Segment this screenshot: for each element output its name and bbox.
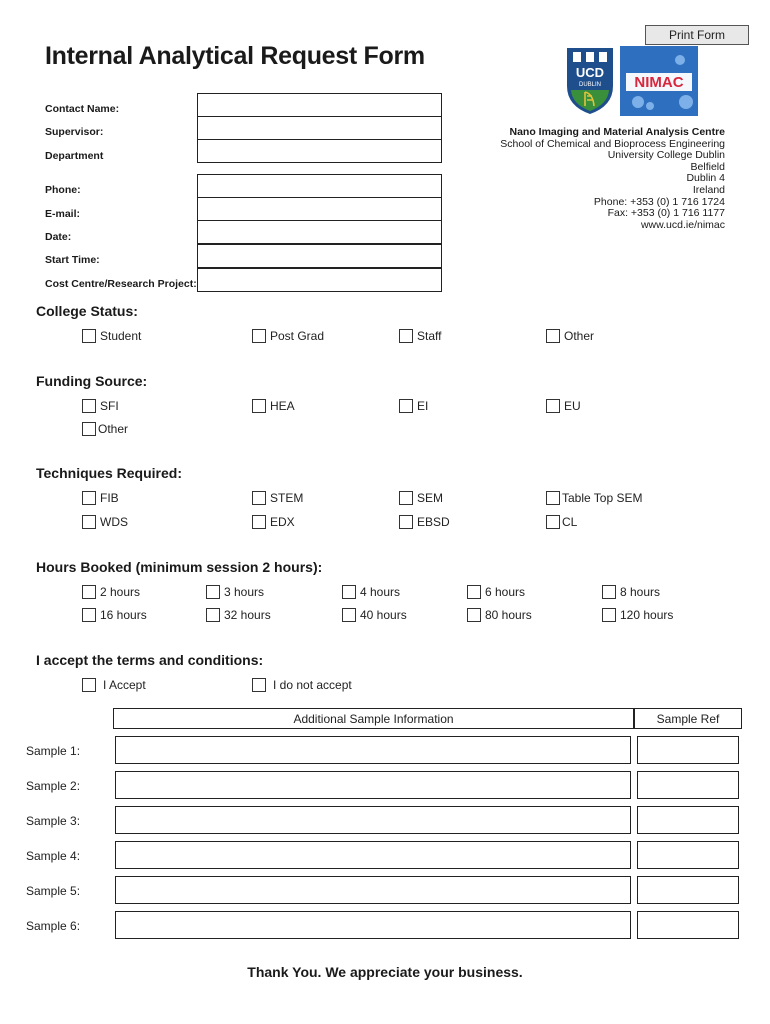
technique-ebsd-checkbox[interactable]: EBSD (399, 515, 450, 529)
decline-terms-checkbox[interactable]: I do not accept (252, 678, 352, 692)
start-time-input[interactable] (197, 244, 442, 268)
hours-4-checkbox[interactable]: 4 hours (342, 585, 400, 599)
sample-4-label: Sample 4: (26, 849, 81, 863)
sample-1-ref-input[interactable] (637, 736, 739, 764)
hours-2-checkbox[interactable]: 2 hours (82, 585, 140, 599)
email-label: E-mail: (45, 208, 81, 220)
technique-fib-checkbox[interactable]: FIB (82, 491, 119, 505)
sample-6-ref-input[interactable] (637, 911, 739, 939)
technique-edx-checkbox[interactable]: EDX (252, 515, 295, 529)
sample-2-ref-input[interactable] (637, 771, 739, 799)
sample-ref-header: Sample Ref (634, 708, 742, 729)
funding-ei-checkbox[interactable]: EI (399, 399, 428, 413)
terms-heading: I accept the terms and conditions: (36, 652, 264, 668)
college-student-checkbox[interactable]: Student (82, 329, 141, 343)
address-line: Dublin 4 (686, 172, 725, 185)
hours-8-checkbox[interactable]: 8 hours (602, 585, 660, 599)
accept-terms-checkbox[interactable]: I Accept (82, 678, 146, 692)
hours-6-checkbox[interactable]: 6 hours (467, 585, 525, 599)
technique-stem-checkbox[interactable]: STEM (252, 491, 303, 505)
centre-address (500, 127, 725, 231)
sample-6-info-input[interactable] (115, 911, 631, 939)
technique-wds-checkbox[interactable]: WDS (82, 515, 128, 529)
hours-16-checkbox[interactable]: 16 hours (82, 608, 147, 622)
address-line: Belfield (690, 160, 725, 173)
hours-3-checkbox[interactable]: 3 hours (206, 585, 264, 599)
address-line: School of Chemical and Bioprocess Engineering (500, 137, 725, 150)
address-line: Nano Imaging and Material Analysis Centre (509, 126, 725, 138)
supervisor-input[interactable] (197, 116, 442, 140)
print-form-button[interactable]: Print Form (645, 25, 749, 45)
cost-centre-label: Cost Centre/Research Project: (45, 278, 197, 290)
email-input[interactable] (197, 197, 442, 221)
technique-cl-checkbox[interactable]: CL (546, 515, 577, 529)
sample-4-ref-input[interactable] (637, 841, 739, 869)
hours-32-checkbox[interactable]: 32 hours (206, 608, 271, 622)
sample-5-info-input[interactable] (115, 876, 631, 904)
phone-label: Phone: (45, 184, 81, 196)
nimac-logo-text: NIMAC (634, 74, 684, 91)
hours-120-checkbox[interactable]: 120 hours (602, 608, 673, 622)
address-fax: Fax: +353 (0) 1 716 1177 (607, 207, 725, 220)
sample-3-info-input[interactable] (115, 806, 631, 834)
contact-name-label: Contact Name: (45, 103, 120, 115)
sample-1-label: Sample 1: (26, 744, 81, 758)
college-staff-checkbox[interactable]: Staff (399, 329, 441, 343)
contact-name-input[interactable] (197, 93, 442, 117)
funding-hea-checkbox[interactable]: HEA (252, 399, 295, 413)
sample-1-info-input[interactable] (115, 736, 631, 764)
start-time-label: Start Time: (45, 254, 100, 266)
funding-other-checkbox[interactable]: Other (82, 422, 128, 436)
sample-2-info-input[interactable] (115, 771, 631, 799)
hours-booked-heading: Hours Booked (minimum session 2 hours): (36, 559, 323, 575)
techniques-heading: Techniques Required: (36, 465, 182, 481)
sample-5-label: Sample 5: (26, 884, 81, 898)
nimac-logo (620, 46, 698, 116)
supervisor-label: Supervisor: (45, 126, 104, 138)
address-line: Ireland (692, 183, 725, 196)
sample-4-info-input[interactable] (115, 841, 631, 869)
hours-40-checkbox[interactable]: 40 hours (342, 608, 407, 622)
funding-eu-checkbox[interactable]: EU (546, 399, 581, 413)
sample-2-label: Sample 2: (26, 779, 81, 793)
funding-source-heading: Funding Source: (36, 373, 148, 389)
technique-sem-checkbox[interactable]: SEM (399, 491, 443, 505)
thank-you-message: Thank You. We appreciate your business. (247, 964, 523, 980)
department-label: Department (45, 150, 104, 162)
date-input[interactable] (197, 220, 442, 244)
address-url: www.ucd.ie/nimac (640, 218, 725, 231)
college-other-checkbox[interactable]: Other (546, 329, 594, 343)
technique-tabletop-sem-checkbox[interactable]: Table Top SEM (546, 491, 643, 505)
sample-5-ref-input[interactable] (637, 876, 739, 904)
department-input[interactable] (197, 139, 442, 163)
sample-3-label: Sample 3: (26, 814, 81, 828)
date-label: Date: (45, 231, 72, 243)
funding-sfi-checkbox[interactable]: SFI (82, 399, 119, 413)
address-line: University College Dublin (607, 149, 725, 162)
page-title: Internal Analytical Request Form (45, 42, 425, 70)
ucd-logo (565, 46, 615, 116)
phone-input[interactable] (197, 174, 442, 198)
sample-6-label: Sample 6: (26, 919, 81, 933)
college-postgrad-checkbox[interactable]: Post Grad (252, 329, 324, 343)
ucd-logo-text: UCD (575, 65, 605, 80)
sample-info-header: Additional Sample Information (113, 708, 634, 729)
sample-3-ref-input[interactable] (637, 806, 739, 834)
hours-80-checkbox[interactable]: 80 hours (467, 608, 532, 622)
cost-centre-input[interactable] (197, 268, 442, 292)
college-status-heading: College Status: (36, 303, 138, 319)
ucd-logo-subtext: DUBLIN (578, 82, 602, 88)
address-phone: Phone: +353 (0) 1 716 1724 (593, 195, 725, 208)
